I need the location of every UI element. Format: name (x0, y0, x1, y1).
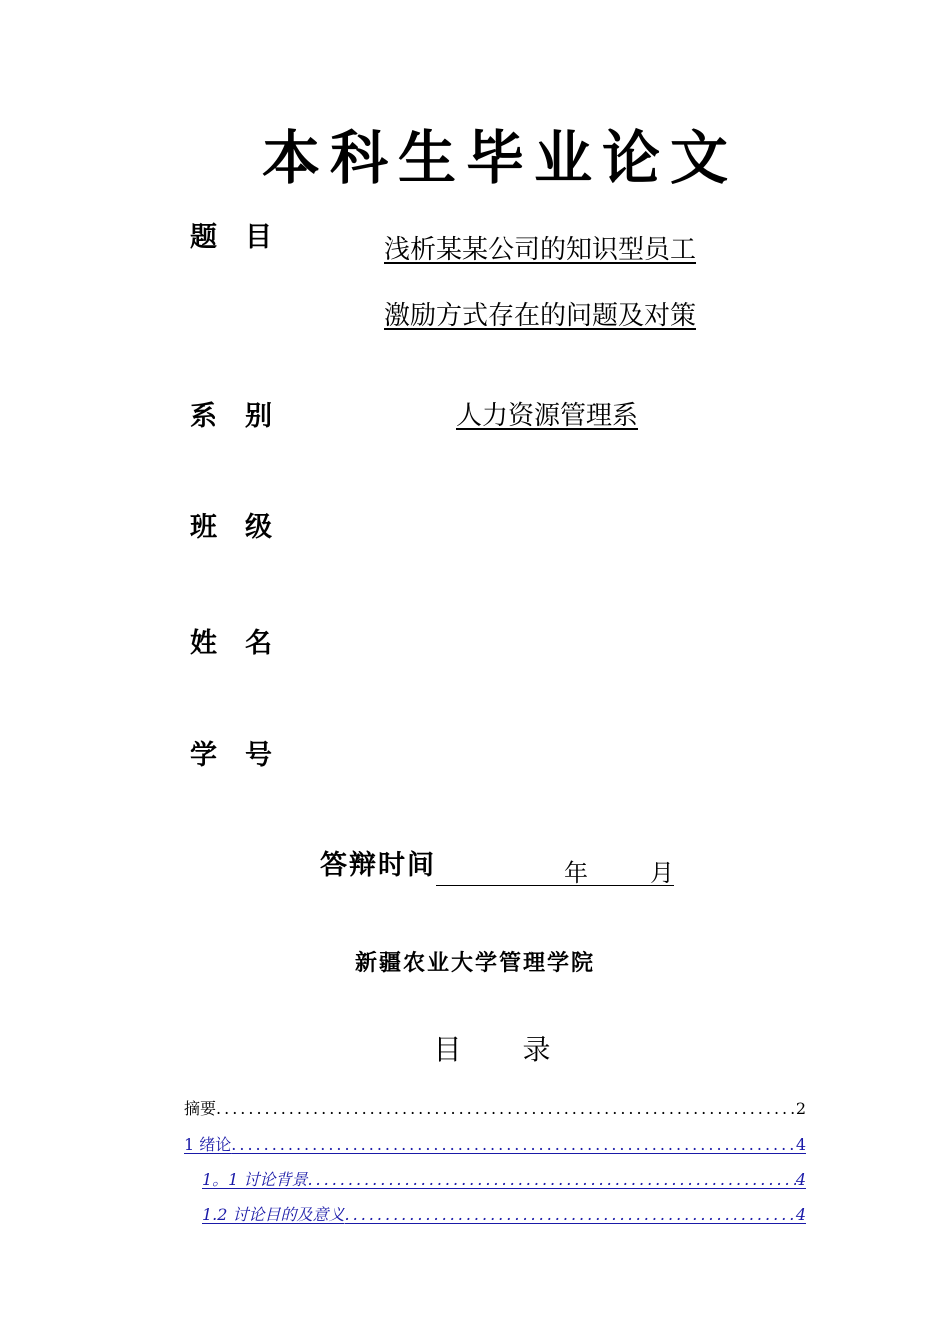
toc-entry-text: 摘要 (184, 1099, 217, 1118)
toc-entry-purpose[interactable] (202, 1204, 806, 1226)
toc-entry-page: 4 (795, 1205, 806, 1224)
name-label-char-2: 名 (245, 628, 274, 659)
department-label-char-1: 系 (190, 401, 219, 432)
topic-value-line-2: 激励方式存在的问题及对策 (384, 301, 697, 331)
class-label-char-2: 级 (245, 512, 274, 543)
class-label-char-1: 班 (190, 512, 219, 543)
toc-entry-text: 1。1 讨论背景 (202, 1170, 308, 1189)
toc-heading: 目 录 (433, 1033, 577, 1066)
toc-entry-abstract (184, 1098, 806, 1120)
toc-leader-dots (307, 1169, 795, 1191)
class-label (190, 508, 274, 548)
name-label (190, 624, 274, 664)
toc-leader-dots (216, 1098, 796, 1120)
toc-entry-introduction[interactable] (184, 1134, 806, 1156)
student-id-label (190, 736, 274, 776)
department-label-char-2: 别 (245, 401, 274, 432)
toc-entry-page: 2 (795, 1099, 806, 1118)
toc-entry-background[interactable] (202, 1169, 806, 1191)
topic-label-char-2: 目 (245, 222, 274, 253)
toc-entry-page: 4 (795, 1170, 806, 1189)
student-id-label-char-1: 学 (190, 740, 219, 771)
institution-name: 新疆农业大学管理学院 (354, 951, 595, 976)
topic-label (190, 218, 274, 258)
student-id-label-char-2: 号 (245, 740, 274, 771)
department-label (190, 397, 274, 437)
defense-month-label: 月 (650, 859, 674, 887)
topic-value-line-1: 浅析某某公司的知识型员工 (384, 235, 697, 265)
toc-entry-text: 1 绪论 (184, 1135, 232, 1154)
defense-time-row (320, 846, 674, 886)
name-label-char-1: 姓 (190, 628, 219, 659)
toc-entry-text: 1.2 讨论目的及意义 (202, 1205, 345, 1224)
toc-leader-dots (345, 1204, 796, 1226)
defense-time-label: 答辩时间 (320, 850, 436, 881)
toc-entry-page: 4 (795, 1135, 806, 1154)
department-value: 人力资源管理系 (456, 401, 639, 431)
topic-label-char-1: 题 (190, 222, 219, 253)
defense-time-blank (436, 851, 674, 886)
toc-leader-dots (231, 1134, 796, 1156)
defense-year-label: 年 (564, 859, 588, 887)
document-title: 本科生毕业论文 (261, 124, 738, 192)
